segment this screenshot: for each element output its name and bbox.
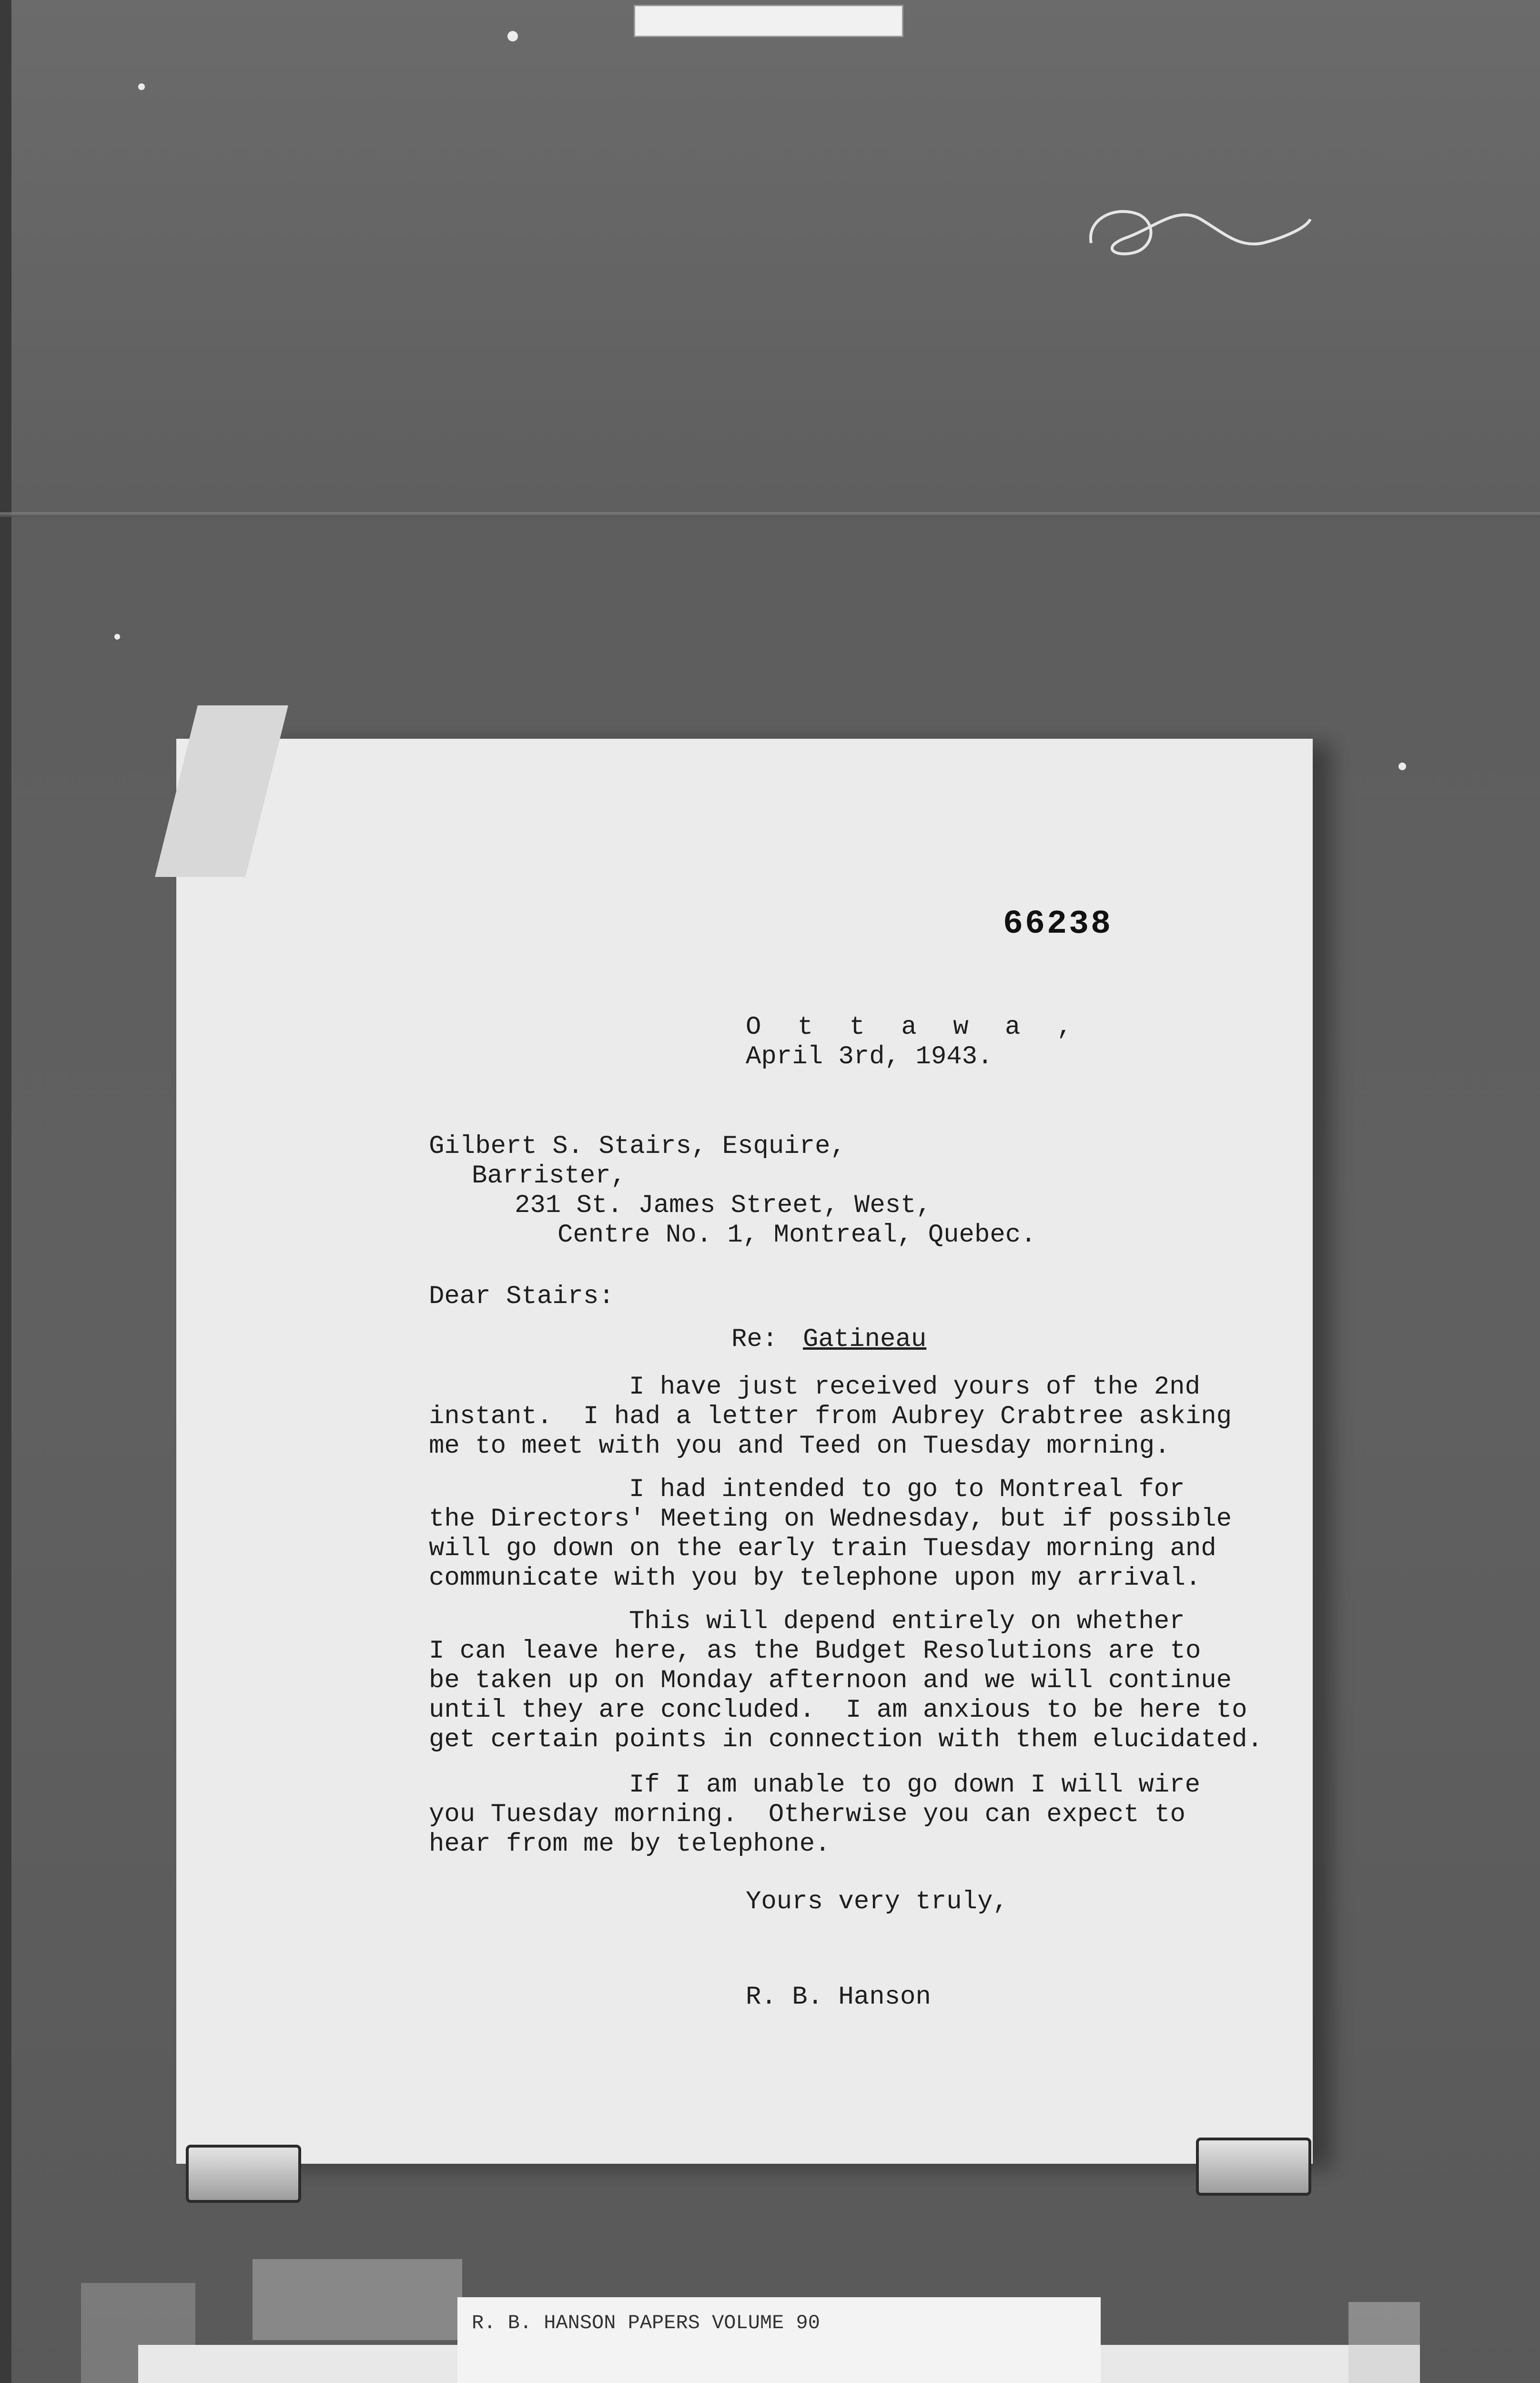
body-line: If I am unable to go down I will wire — [629, 1771, 1200, 1800]
body-line: will go down on the early train Tuesday morning and — [429, 1534, 1216, 1563]
body-line: This will depend entirely on whether — [629, 1607, 1185, 1636]
salutation: Dear Stairs: — [429, 1282, 614, 1311]
top-paper-tab — [634, 5, 903, 37]
background-seam — [0, 512, 1540, 517]
letter-place: O t t a w a , — [746, 1013, 1083, 1042]
binder-clip-left — [186, 2145, 301, 2203]
body-line: I had intended to go to Montreal for — [629, 1475, 1185, 1504]
scribble-mark — [1082, 191, 1320, 272]
subject-title: Gatineau — [803, 1325, 927, 1354]
body-line: I can leave here, as the Budget Resolutions are to — [429, 1637, 1201, 1666]
dust-speck — [114, 634, 120, 640]
tape-strip — [1348, 2302, 1420, 2383]
recipient-street: 231 St. James Street, West, — [515, 1191, 932, 1220]
body-line: me to meet with you and Teed on Tuesday morning. — [429, 1432, 1170, 1461]
torn-corner — [155, 705, 288, 877]
frame-edge — [0, 0, 11, 2383]
recipient-city: Centre No. 1, Montreal, Quebec. — [557, 1221, 1036, 1250]
body-line: I have just received yours of the 2nd — [629, 1373, 1200, 1402]
volume-label-text: R. B. HANSON PAPERS VOLUME 90 — [472, 2312, 820, 2334]
body-line: instant. I had a letter from Aubrey Crabtree asking — [429, 1402, 1232, 1431]
recipient-name: Gilbert S. Stairs, Esquire, — [429, 1132, 846, 1161]
body-line: be taken up on Monday afternoon and we will continue — [429, 1666, 1232, 1695]
tape-strip — [253, 2259, 462, 2340]
dust-speck — [138, 83, 145, 90]
document-number: 66238 — [1003, 906, 1113, 943]
closing: Yours very truly, — [746, 1887, 1008, 1916]
volume-label — [457, 2297, 1101, 2383]
binder-clip-right — [1196, 2138, 1311, 2196]
recipient-title: Barrister, — [472, 1161, 627, 1191]
dust-speck — [507, 31, 518, 41]
body-line: communicate with you by telephone upon my arrival. — [429, 1564, 1201, 1593]
signature-name: R. B. Hanson — [746, 1983, 931, 2012]
letter-sheet — [176, 739, 1313, 2164]
subject-prefix: Re: — [731, 1325, 778, 1354]
body-line: you Tuesday morning. Otherwise you can expect to — [429, 1800, 1185, 1829]
body-line: the Directors' Meeting on Wednesday, but if possible — [429, 1505, 1232, 1534]
letter-date: April 3rd, 1943. — [746, 1042, 993, 1071]
body-line: get certain points in connection with them elucidated. — [429, 1725, 1263, 1754]
body-line: hear from me by telephone. — [429, 1830, 831, 1859]
dust-speck — [1398, 763, 1406, 770]
body-line: until they are concluded. I am anxious to be here to — [429, 1696, 1247, 1725]
